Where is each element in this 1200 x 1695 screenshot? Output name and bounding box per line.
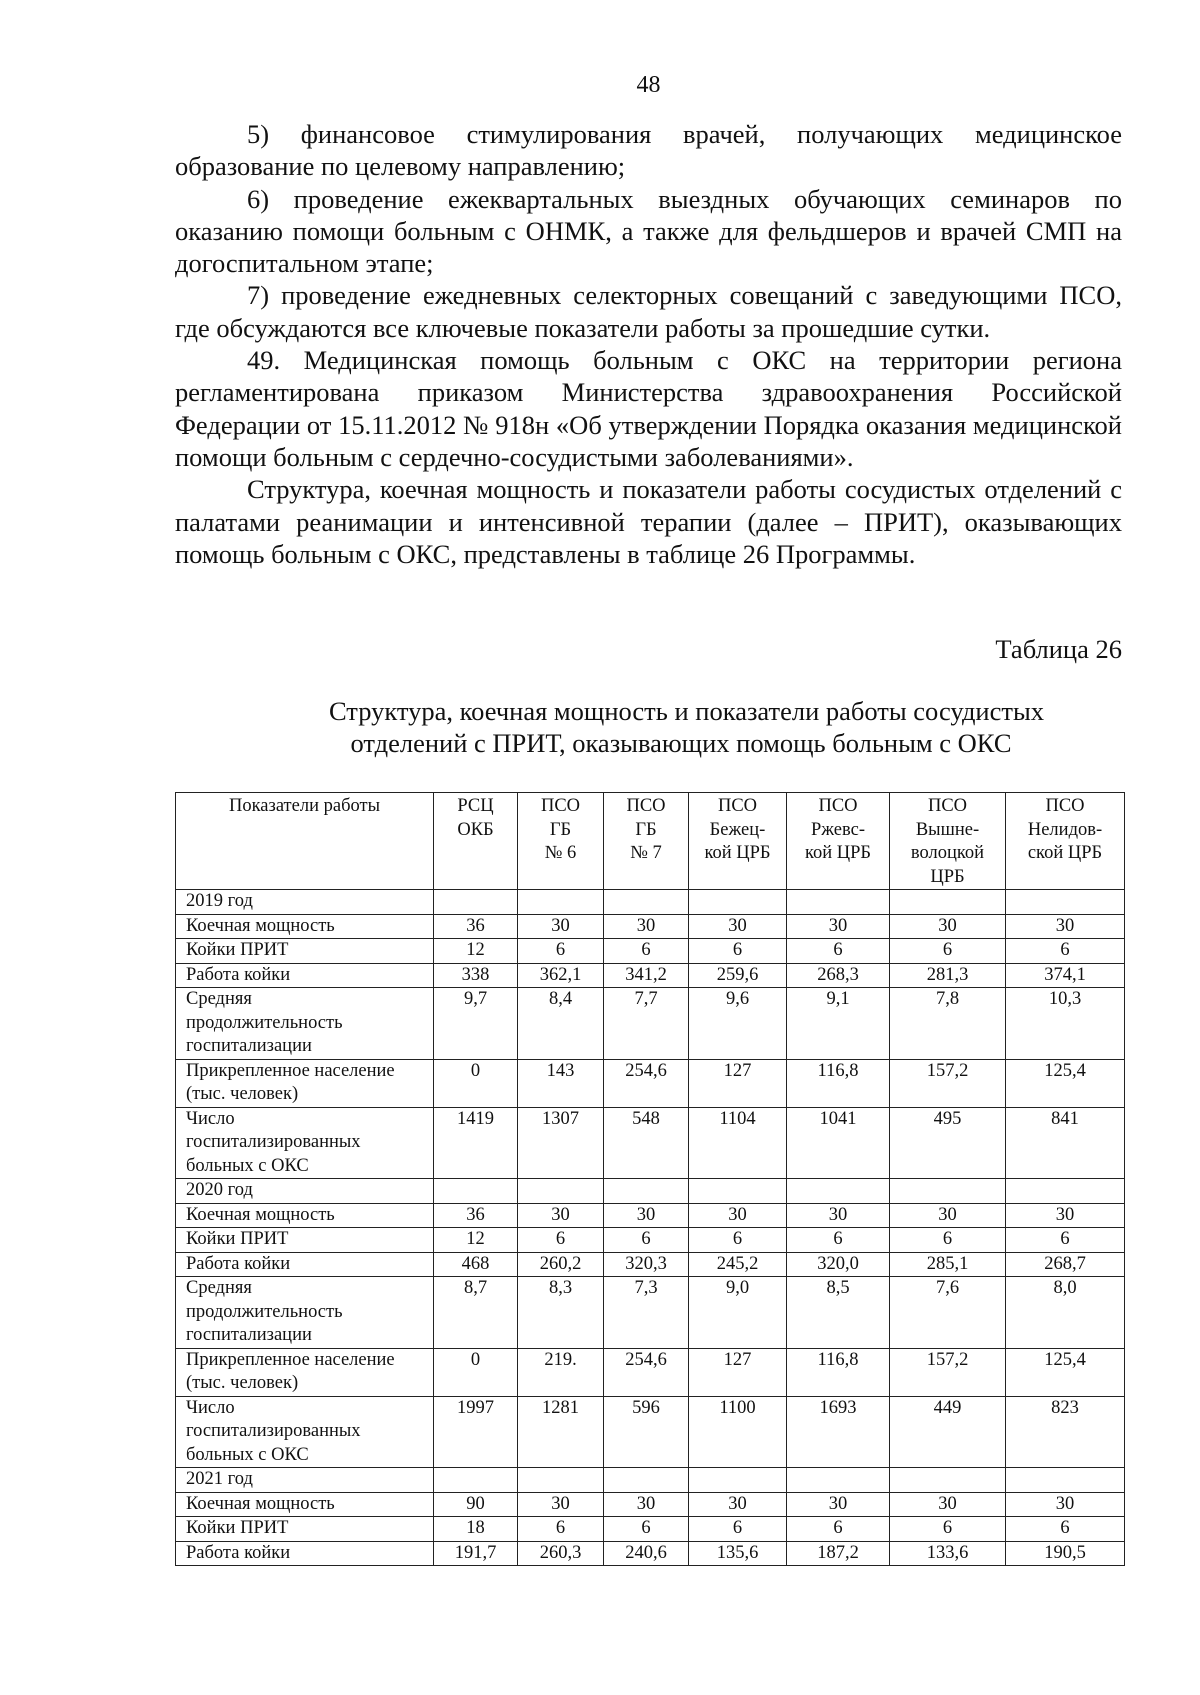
table-cell: 8,4 [518, 988, 604, 1060]
table-title [175, 695, 1122, 759]
cell-text-line: № 6 [544, 843, 577, 863]
cell-text-line: волоцкой [910, 843, 985, 863]
table-cell: 30 [604, 1203, 689, 1228]
table-cell: 468 [434, 1252, 518, 1277]
row-label [176, 1252, 434, 1277]
cell-text-line: ской ЦРБ [1027, 843, 1103, 863]
table-cell: 260,2 [518, 1252, 604, 1277]
table-cell: 6 [689, 1517, 787, 1542]
cell-text-line: госпитализированных [186, 1421, 361, 1441]
table-cell: 254,6 [604, 1348, 689, 1396]
table-cell [689, 1179, 787, 1204]
table-cell: 7,8 [890, 988, 1006, 1060]
table-cell: 362,1 [518, 963, 604, 988]
cell-text-line: ПСО [626, 796, 666, 816]
table-title-line-2: отделений с ПРИТ, оказывающих помощь больным с ОКС [350, 728, 1012, 758]
table-cell: 30 [689, 1203, 787, 1228]
table-cell: 449 [890, 1396, 1006, 1468]
table-row [176, 1277, 1125, 1349]
table-cell: 6 [604, 1517, 689, 1542]
cell-text-line: Нелидов- [1027, 819, 1103, 840]
paragraph-item-7: 7) проведение ежедневных селекторных совещаний с заведующими ПСО, где обсуждаются все ключевые показатели работы за прошедшие сутки. [175, 280, 1122, 343]
table-cell: 187,2 [787, 1541, 890, 1566]
row-label [176, 1348, 434, 1396]
table-row [176, 1517, 1125, 1542]
cell-text-line: 2019 год [186, 891, 253, 911]
table-label: Таблица 26 [995, 634, 1122, 664]
cell-text-line: ОКБ [457, 819, 494, 840]
row-label [176, 1492, 434, 1517]
table-cell: 495 [890, 1107, 1006, 1179]
table-cell [604, 1179, 689, 1204]
row-label [176, 1228, 434, 1253]
cell-text-line: Средняя [186, 989, 252, 1009]
table-cell: 30 [518, 1492, 604, 1517]
page-number: 48 [636, 72, 661, 98]
table-cell: 30 [604, 914, 689, 939]
year-label [176, 1468, 434, 1493]
table-cell: 30 [1006, 1492, 1125, 1517]
table-cell: 6 [689, 939, 787, 964]
cell-text-line: ПСО [540, 796, 581, 816]
cell-text-line: Работа койки [186, 1542, 291, 1563]
table-cell: 6 [890, 1228, 1006, 1253]
table-cell: 9,6 [689, 988, 787, 1060]
table-cell: 6 [890, 939, 1006, 964]
table-cell: 6 [890, 1517, 1006, 1542]
paragraph-item-5: 5) финансовое стимулирования врачей, получающих медицинское образование по целевому направлению; [175, 119, 1122, 182]
cell-text-line: РСЦ [457, 796, 494, 816]
table-cell: 30 [787, 914, 890, 939]
table-cell [434, 890, 518, 915]
cell-text-line: Коечная мощность [186, 915, 335, 936]
table-cell: 8,7 [434, 1277, 518, 1349]
cell-text-line: госпитализации [186, 1036, 312, 1056]
table-cell [1006, 890, 1125, 915]
cell-text-line: продолжительность [186, 1301, 343, 1322]
column-header-3 [604, 793, 689, 890]
table-cell: 30 [518, 914, 604, 939]
cell-text-line: Число [186, 1397, 235, 1418]
table-cell: 7,6 [890, 1277, 1006, 1349]
table-cell: 116,8 [787, 1348, 890, 1396]
cell-text-line: ПСО [818, 796, 858, 816]
column-header-2 [518, 793, 604, 890]
table-title-line-1: Структура, коечная мощность и показатели работы сосудистых [328, 696, 1045, 726]
table-cell: 30 [787, 1203, 890, 1228]
table-cell: 190,5 [1006, 1541, 1125, 1566]
table-cell [434, 1179, 518, 1204]
cell-text-line: Коечная мощность [186, 1493, 335, 1514]
row-label [176, 1277, 434, 1349]
cell-text-line: кой ЦРБ [704, 843, 771, 863]
table-row [176, 1107, 1125, 1179]
cell-text-line: ГБ [549, 819, 572, 840]
cell-text-line: Ржевс- [810, 819, 866, 840]
table-cell: 8,5 [787, 1277, 890, 1349]
header-row [176, 793, 1125, 890]
table-cell: 30 [1006, 914, 1125, 939]
table-cell [434, 1468, 518, 1493]
column-header-indicator [176, 793, 434, 890]
row-label [176, 1203, 434, 1228]
row-label [176, 914, 434, 939]
table-cell: 18 [434, 1517, 518, 1542]
table-cell: 6 [787, 1517, 890, 1542]
column-header-5 [787, 793, 890, 890]
table-cell: 1100 [689, 1396, 787, 1468]
table-cell: 320,3 [604, 1252, 689, 1277]
cell-text-line: № 7 [630, 843, 662, 863]
table-body [176, 890, 1125, 1566]
table-cell [1006, 1468, 1125, 1493]
table-cell: 157,2 [890, 1348, 1006, 1396]
table-cell: 1693 [787, 1396, 890, 1468]
table-cell: 12 [434, 1228, 518, 1253]
table-cell [787, 890, 890, 915]
table-cell: 6 [787, 939, 890, 964]
table-cell: 9,0 [689, 1277, 787, 1349]
table-cell: 30 [604, 1492, 689, 1517]
table-cell: 143 [518, 1059, 604, 1107]
table-row [176, 1541, 1125, 1566]
table-cell [890, 1179, 1006, 1204]
table-cell: 30 [890, 1492, 1006, 1517]
table-cell: 30 [890, 1203, 1006, 1228]
table-cell: 30 [787, 1492, 890, 1517]
table-cell: 254,6 [604, 1059, 689, 1107]
table-cell: 259,6 [689, 963, 787, 988]
cell-text-line: (тыс. человек) [186, 1084, 299, 1104]
table-cell: 341,2 [604, 963, 689, 988]
cell-text-line: ГБ [635, 819, 657, 840]
table-cell: 1997 [434, 1396, 518, 1468]
table-cell: 374,1 [1006, 963, 1125, 988]
row-label [176, 988, 434, 1060]
table-row [176, 1492, 1125, 1517]
table-cell [787, 1179, 890, 1204]
table-cell: 36 [434, 1203, 518, 1228]
table-cell: 127 [689, 1348, 787, 1396]
table-cell: 191,7 [434, 1541, 518, 1566]
cell-text-line: ПСО [1045, 796, 1085, 816]
cell-text-line: 2020 год [186, 1180, 253, 1200]
table-cell [604, 1468, 689, 1493]
cell-text-line: Число [186, 1108, 235, 1129]
table-cell: 6 [518, 1517, 604, 1542]
column-header-1 [434, 793, 518, 890]
table-cell: 6 [787, 1228, 890, 1253]
row-label [176, 1107, 434, 1179]
row-label [176, 939, 434, 964]
body-text [175, 118, 1122, 570]
table-cell: 268,3 [787, 963, 890, 988]
table-cell [689, 890, 787, 915]
table-cell: 30 [689, 1492, 787, 1517]
cell-text-line: ЦРБ [930, 866, 965, 887]
table-cell: 260,3 [518, 1541, 604, 1566]
table-row [176, 1396, 1125, 1468]
table-cell: 10,3 [1006, 988, 1125, 1060]
year-row [176, 1468, 1125, 1493]
column-header-7 [1006, 793, 1125, 890]
table-cell: 6 [689, 1228, 787, 1253]
table-cell [518, 890, 604, 915]
table-cell: 268,7 [1006, 1252, 1125, 1277]
year-label [176, 1179, 434, 1204]
year-row [176, 890, 1125, 915]
table-cell: 6 [1006, 1517, 1125, 1542]
cell-text-line: Работа койки [186, 964, 291, 985]
table-cell: 157,2 [890, 1059, 1006, 1107]
cell-text-line: ПСО [717, 796, 758, 816]
cell-text-line: кой ЦРБ [804, 843, 872, 863]
cell-text-line: продолжительность [186, 1012, 343, 1033]
table-row [176, 1228, 1125, 1253]
row-label [176, 1396, 434, 1468]
cell-text-line: Койки ПРИТ [186, 940, 289, 960]
table-cell: 245,2 [689, 1252, 787, 1277]
table-cell [787, 1468, 890, 1493]
table-cell: 8,3 [518, 1277, 604, 1349]
row-label [176, 1059, 434, 1107]
row-label [176, 1541, 434, 1566]
table-cell: 7,7 [604, 988, 689, 1060]
table-row [176, 914, 1125, 939]
cell-text-line: Средняя [186, 1278, 252, 1298]
cell-text-line: Прикрепленное население [186, 1349, 395, 1370]
table-cell: 133,6 [890, 1541, 1006, 1566]
cell-text-line: Коечная мощность [186, 1204, 335, 1225]
table-row [176, 1252, 1125, 1277]
cell-text-line: Койки ПРИТ [186, 1518, 289, 1538]
table-cell: 116,8 [787, 1059, 890, 1107]
table-cell: 338 [434, 963, 518, 988]
table-cell: 596 [604, 1396, 689, 1468]
table-cell: 6 [518, 939, 604, 964]
cell-text-line: больных с ОКС [186, 1155, 309, 1176]
table-cell: 90 [434, 1492, 518, 1517]
table-row [176, 1348, 1125, 1396]
table-cell: 12 [434, 939, 518, 964]
table-cell [1006, 1179, 1125, 1204]
table-cell: 1281 [518, 1396, 604, 1468]
row-label [176, 1517, 434, 1542]
cell-text-line: больных с ОКС [186, 1444, 309, 1465]
table-cell: 125,4 [1006, 1348, 1125, 1396]
paragraph-49: 49. Медицинская помощь больным с ОКС на территории региона регламентирована приказом Министерства здравоохранения Российской Федерации от 15.11.2012 № 918н «Об утверждении Порядка оказания медицинской помощи больным с сердечно-сосудистыми заболеваниями». [175, 345, 1122, 472]
table-header [176, 793, 1125, 890]
table-cell: 0 [434, 1348, 518, 1396]
paragraph-item-6: 6) проведение ежеквартальных выездных обучающих семинаров по оказанию помощи больным с ОНМК, а также для фельдшеров и врачей СМП на догоспитальном этапе; [175, 183, 1122, 279]
cell-text-line: (тыс. человек) [186, 1373, 299, 1393]
table-cell: 240,6 [604, 1541, 689, 1566]
table-cell: 1419 [434, 1107, 518, 1179]
table-cell [890, 1468, 1006, 1493]
table-cell: 30 [1006, 1203, 1125, 1228]
table-cell: 30 [518, 1203, 604, 1228]
data-table [175, 792, 1125, 1566]
table-row [176, 939, 1125, 964]
cell-text-line: госпитализации [186, 1325, 312, 1345]
table-cell: 0 [434, 1059, 518, 1107]
table-cell [604, 890, 689, 915]
table-cell: 127 [689, 1059, 787, 1107]
table-cell: 9,7 [434, 988, 518, 1060]
table-cell: 7,3 [604, 1277, 689, 1349]
table-cell: 548 [604, 1107, 689, 1179]
table-cell: 135,6 [689, 1541, 787, 1566]
cell-text-line: ПСО [927, 796, 968, 816]
column-header-4 [689, 793, 787, 890]
cell-text-line: Работа койки [186, 1253, 291, 1274]
table-cell: 285,1 [890, 1252, 1006, 1277]
cell-text-line: Вышне- [915, 819, 980, 840]
table-row [176, 988, 1125, 1060]
table-row [176, 1059, 1125, 1107]
cell-text-line: Показатели работы [228, 796, 381, 816]
row-label [176, 963, 434, 988]
column-header-6 [890, 793, 1006, 890]
table-row [176, 1203, 1125, 1228]
table-cell: 841 [1006, 1107, 1125, 1179]
table-cell: 219. [518, 1348, 604, 1396]
table-cell [518, 1468, 604, 1493]
table-cell [890, 890, 1006, 915]
table-cell: 6 [1006, 1228, 1125, 1253]
table-cell: 36 [434, 914, 518, 939]
cell-text-line: госпитализированных [186, 1132, 361, 1152]
table-cell: 6 [1006, 939, 1125, 964]
table-cell: 125,4 [1006, 1059, 1125, 1107]
table-cell: 1104 [689, 1107, 787, 1179]
table-cell: 8,0 [1006, 1277, 1125, 1349]
table-cell: 30 [890, 914, 1006, 939]
table-cell [689, 1468, 787, 1493]
table-cell: 6 [518, 1228, 604, 1253]
cell-text-line: Прикрепленное население [186, 1060, 395, 1081]
table-cell: 6 [604, 1228, 689, 1253]
cell-text-line: Бежец- [709, 819, 766, 840]
table-cell: 1307 [518, 1107, 604, 1179]
paragraph-table-intro: Структура, коечная мощность и показатели работы сосудистых отделений с палатами реанимации и интенсивной терапии (далее – ПРИТ), оказывающих помощь больным с ОКС, представлены в таблице 26 Программы. [175, 474, 1122, 569]
table-row [176, 963, 1125, 988]
cell-text-line: Койки ПРИТ [186, 1229, 289, 1249]
table-cell: 823 [1006, 1396, 1125, 1468]
table-cell: 30 [689, 914, 787, 939]
table-cell: 9,1 [787, 988, 890, 1060]
cell-text-line: 2021 год [186, 1469, 253, 1489]
year-row [176, 1179, 1125, 1204]
year-label [176, 890, 434, 915]
table-cell: 320,0 [787, 1252, 890, 1277]
table-cell: 6 [604, 939, 689, 964]
table-cell: 281,3 [890, 963, 1006, 988]
table-cell [518, 1179, 604, 1204]
table-cell: 1041 [787, 1107, 890, 1179]
